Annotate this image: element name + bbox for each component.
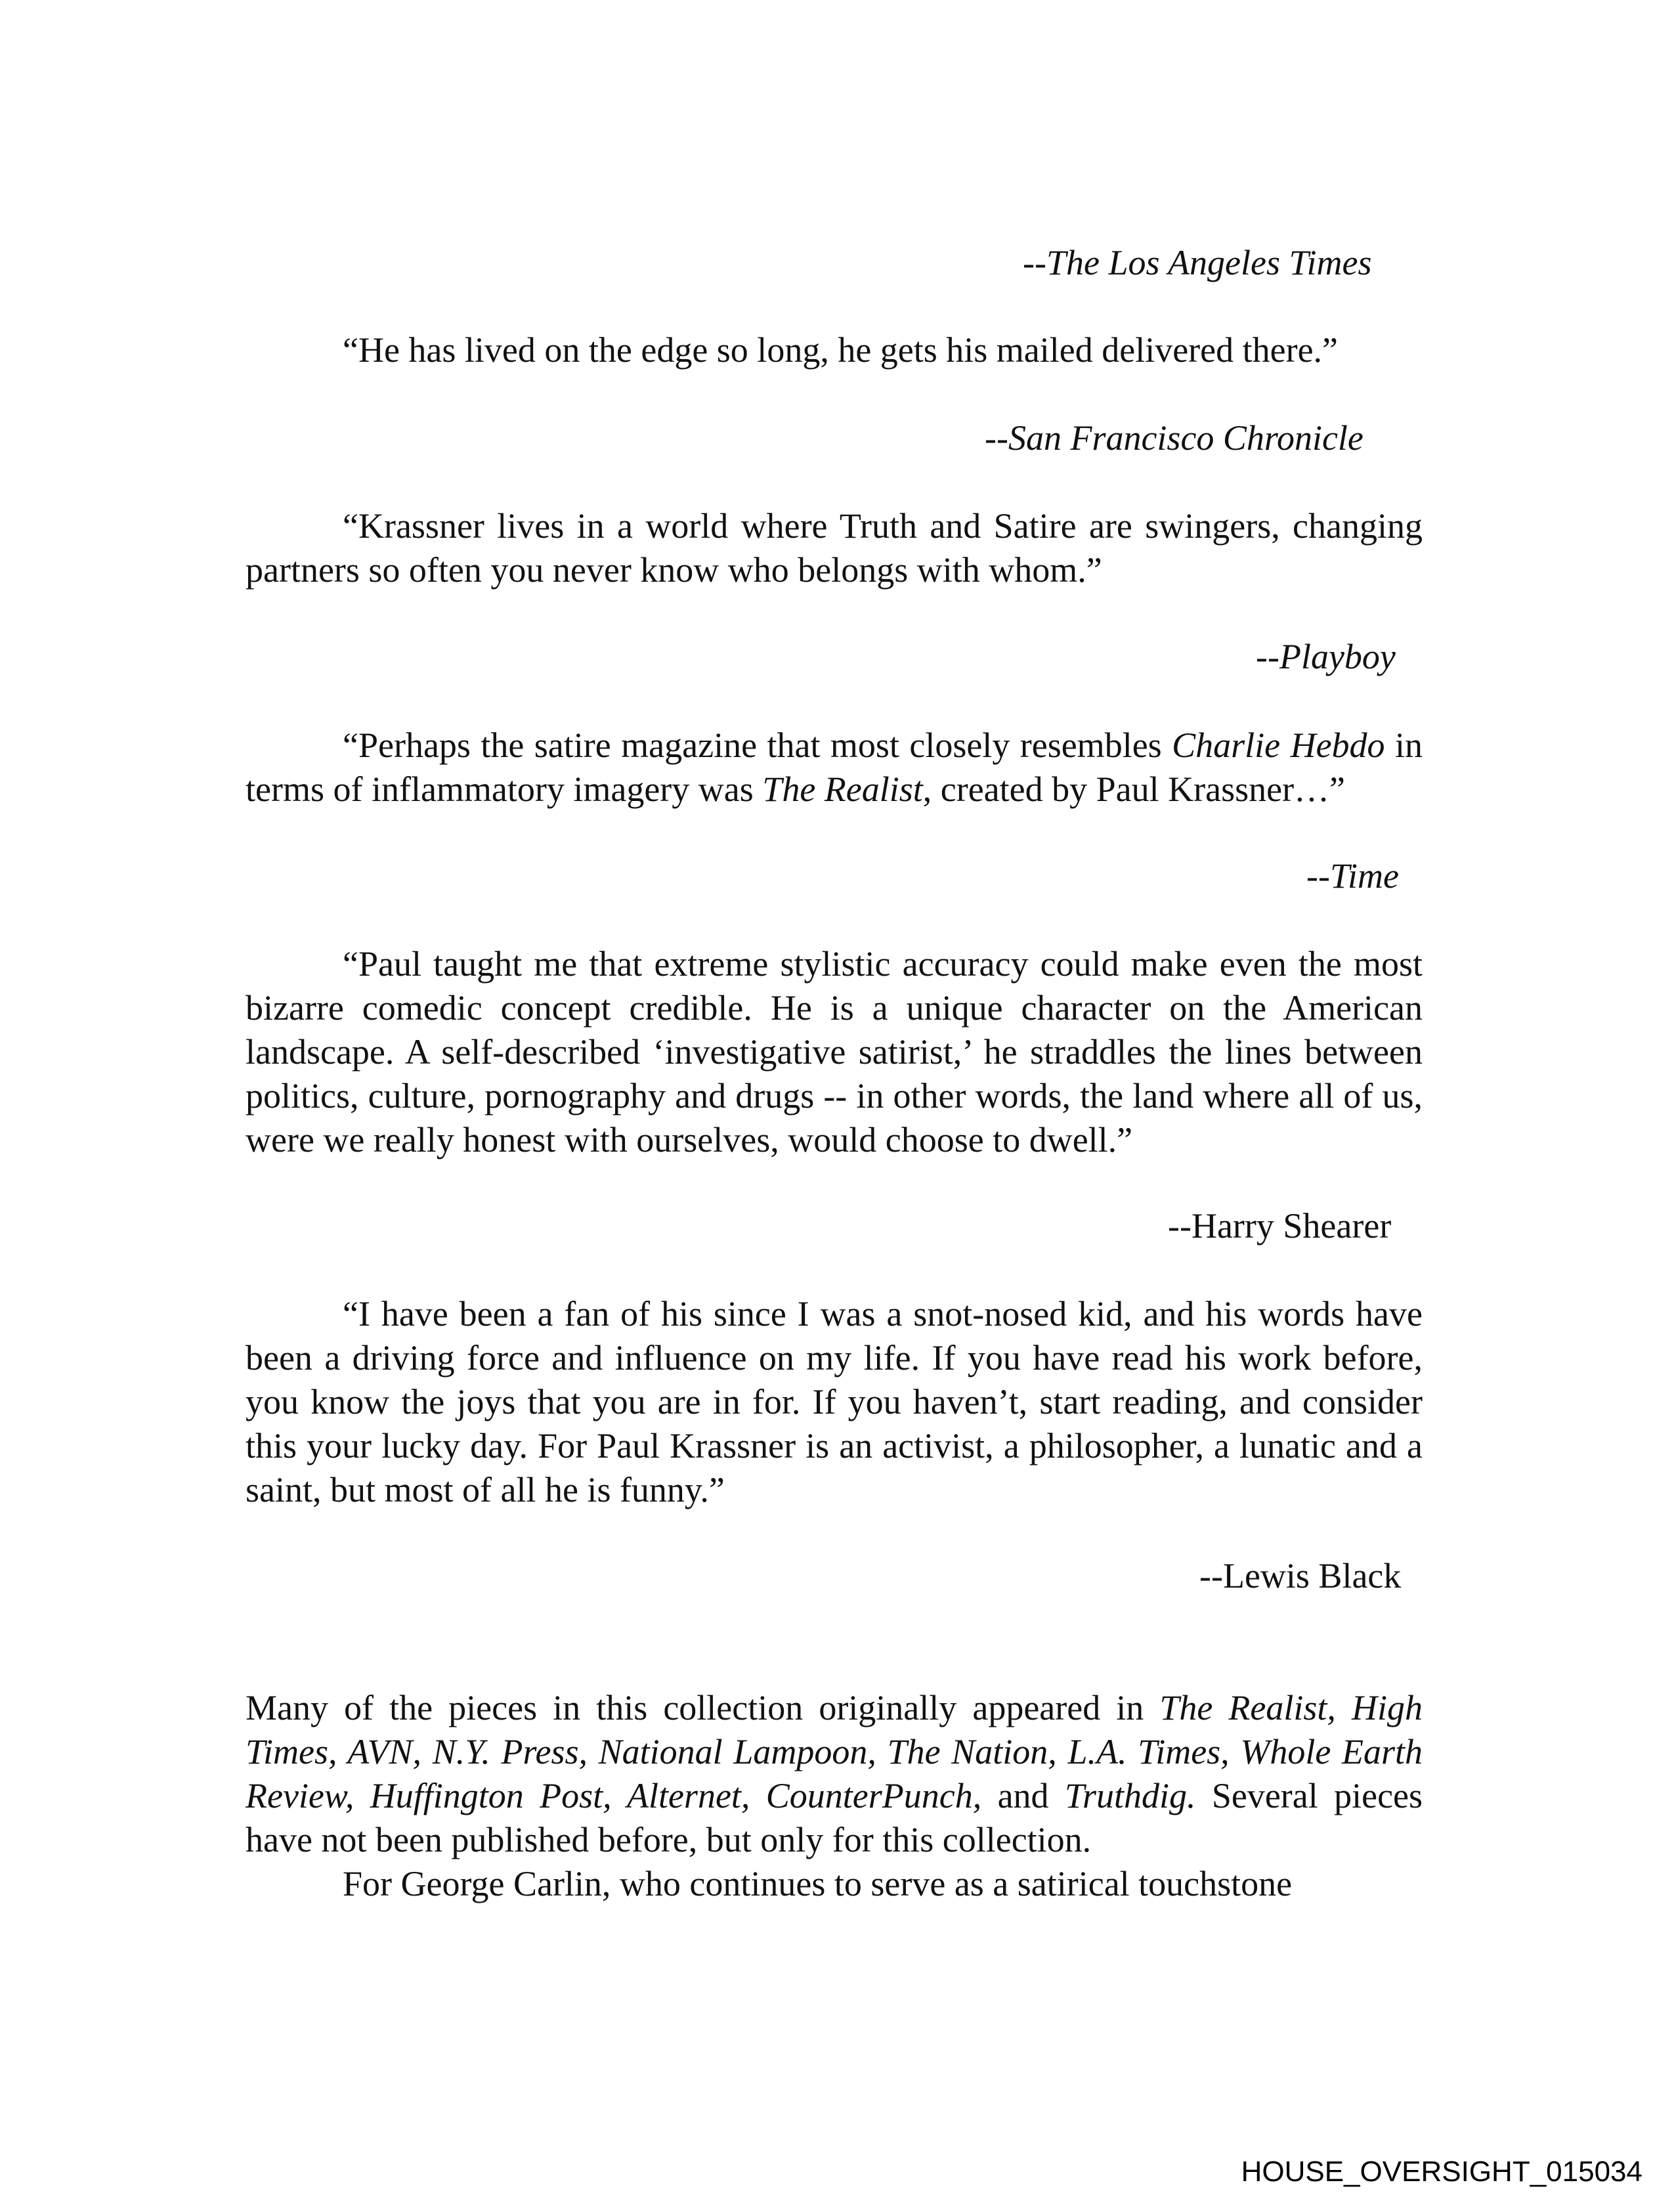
quote-paul-taught: “Paul taught me that extreme stylistic accuracy could make even the most bizarre comedic concept credible. He is a unique character on the American landscape. A self-described ‘investigative satirist,’ he straddles the lines between politics, culture, pornography and drugs -- in other words, the land where all of us, were we really honest with ourselves, would choose to dwell.” (246, 944, 1423, 1160)
charlie-hebdo-title: Charlie Hebdo (1172, 726, 1385, 765)
quote-satire-part1: “Perhaps the satire magazine that most closely resembles (343, 726, 1172, 765)
the-realist-title: The Realist (762, 770, 923, 809)
quote-satire-part3: , created by Paul Krassner…” (922, 770, 1346, 809)
document-id-stamp: HOUSE_OVERSIGHT_015034 (1241, 2156, 1642, 2188)
publication-note-remainder: Several pieces have not been published before, but only for this collection. (246, 1776, 1423, 1859)
quote-fan: “I have been a fan of his since I was a snot-nosed kid, and his words have been a driving force and influence on my life. If you have read his work before, you know the joys that you are in for. If you haven’t, start reading, and consider this your lucky day. For Paul Krassner is an activist, a philosopher, a lunatic and a saint, but most of all he is funny.” (246, 1294, 1423, 1509)
publication-note-intro: Many of the pieces in this collection originally appeared in (246, 1688, 1160, 1727)
publication-list: The Realist, High Times, AVN, N.Y. Press, National Lampoon, The Nation, L.A. Times, Whole Earth Review, Huffington Post, Alternet, CounterPunch, (246, 1688, 1423, 1815)
attribution-time: --Time (1306, 856, 1399, 896)
publication-note (246, 1686, 1423, 1862)
attribution-san-francisco-chronicle: --San Francisco Chronicle (985, 418, 1363, 458)
quote-edge: “He has lived on the edge so long, he gets his mailed delivered there.” (343, 330, 1339, 370)
quote-satire-part2: in terms of inflammatory imagery was (246, 726, 1423, 809)
attribution-playboy: --Playboy (1256, 637, 1396, 676)
attribution-los-angeles-times: --The Los Angeles Times (1023, 243, 1372, 282)
publication-last: Truthdig. (1064, 1776, 1196, 1815)
publication-and: and (981, 1776, 1065, 1815)
quote-krassner-world: “Krassner lives in a world where Truth and Satire are swingers, changing partners so often you never know who belongs with whom.” (246, 506, 1423, 590)
attribution-harry-shearer: --Harry Shearer (1168, 1206, 1392, 1246)
dedication: For George Carlin, who continues to serve as a satirical touchstone (343, 1864, 1293, 1903)
quote-satire-magazine (246, 724, 1423, 812)
attribution-lewis-black: --Lewis Black (1199, 1556, 1402, 1595)
